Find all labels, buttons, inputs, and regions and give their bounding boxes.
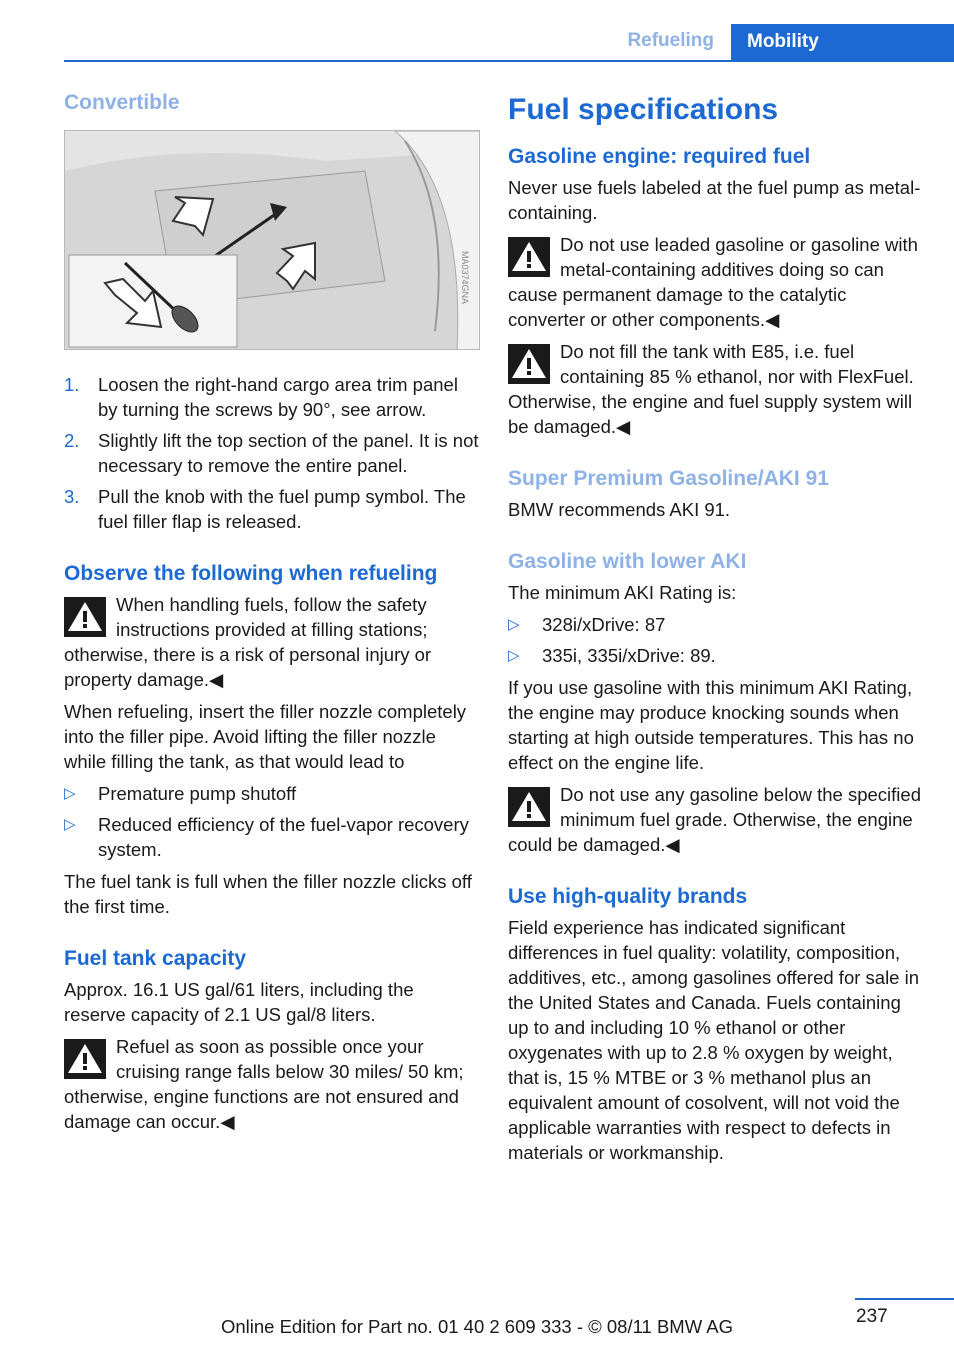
trim-panel-illustration [64,130,480,350]
capacity-paragraph: Approx. 16.1 US gal/61 liters, including the reserve capacity of 2.1 US gal/8 liters. [64,979,414,1025]
warning-text: Do not use leaded gasoline or gasoline with metal-containing additives doing so can cause permanent damage to the catalytic converter or other components.◀ [508,234,918,330]
warning-text: When handling fuels, follow the safety instructions provided at filling stations; otherwise, there is a risk of personal injury or property damage.◀ [64,594,432,690]
section-label: Refueling [627,30,714,51]
step-number: 3. [64,486,80,507]
list-item [64,428,480,478]
gasoline-heading: Gasoline engine: required fuel [508,145,811,168]
safety-warning [64,592,480,692]
figure-code: MA0374GNA [460,251,470,305]
step-text: Pull the knob with the fuel pump symbol. The fuel filler flap is released. [98,486,466,532]
brands-paragraph: Field experience has indicated significant differences in fuel quality: volatility, composition, additives, etc., among gasolines offered for sale in the United States and Canada. Fuels containing up to and including 10 % ethanol or other oxygenates with up to 2.8 % oxygen by weight, that is, 15 % MTBE or 3 % methanol plus an equivalent amount of cosolvent, will not void the applicable warranties with respect to defects in materials or workmanship. [508,917,920,1163]
list-item [64,484,480,534]
bullet-text: 335i, 335i/xDrive: 89. [542,645,716,666]
right-column [508,90,924,1172]
page-title: Fuel specifications [508,93,779,126]
bullet-triangle-icon: ▷ [64,816,76,833]
list-item [64,781,480,806]
chapter-tab: Mobility [731,24,954,61]
page-number: 237 [856,1306,888,1327]
warning-text: Refuel as soon as possible once your cruising range falls below 30 miles/ 50 km; otherwise, engine functions are not ensured and damage can occur.◀ [64,1036,464,1132]
bullet-triangle-icon: ▷ [508,616,520,633]
full-paragraph: The fuel tank is full when the filler nozzle clicks off the first time. [64,871,472,917]
list-item [508,612,924,637]
footer-edition: Online Edition for Part no. 01 40 2 609 333 - © 08/11 BMW AG [220,1316,734,1337]
knock-paragraph: If you use gasoline with this minimum AKI Rating, the engine may produce knocking sounds when starting at high outside temperatures. This has no effect on the engine life. [508,677,914,773]
bullet-text: Premature pump shutoff [98,783,297,804]
aki-ratings-list [508,612,924,668]
list-item [64,812,480,862]
bullet-text: 328i/xDrive: 87 [542,614,666,635]
warning-icon [508,787,550,827]
step-number: 2. [64,430,80,451]
bullet-text: Reduced efficiency of the fuel-vapor recovery system. [98,814,469,860]
warning-icon [508,237,550,277]
lower-aki-heading: Gasoline with lower AKI [508,550,747,573]
capacity-warning [64,1034,480,1134]
warning-icon [508,344,550,384]
warning-text: Do not fill the tank with E85, i.e. fuel containing 85 % ethanol, nor with FlexFuel. Otherwise, the engine and fuel supply system will be damaged.◀ [508,341,914,437]
brands-heading: Use high-quality brands [508,885,748,908]
left-column [64,90,480,1141]
premium-heading: Super Premium Gasoline/AKI 91 [508,467,829,490]
trim-panel-drawing [65,131,480,350]
list-item [64,372,480,422]
step-text: Slightly lift the top section of the panel. It is not necessary to remove the entire panel. [98,430,479,476]
premium-paragraph: BMW recommends AKI 91. [508,499,731,520]
lower-aki-paragraph: The minimum AKI Rating is: [508,582,737,603]
warning-text: Do not use any gasoline below the specified minimum fuel grade. Otherwise, the engine could be damaged.◀ [508,784,921,855]
e85-warning [508,339,924,439]
list-item [508,643,924,668]
warning-icon [64,597,106,637]
convertible-heading: Convertible [64,91,180,114]
refuel-paragraph: When refueling, insert the filler nozzle completely into the filler pipe. Avoid lifting the filler nozzle while filling the tank, as that would lead to [64,701,467,772]
step-number: 1. [64,374,80,395]
grade-warning [508,782,924,857]
gasoline-paragraph: Never use fuels labeled at the fuel pump as metal-containing. [508,177,921,223]
warning-icon [64,1039,106,1079]
bullet-triangle-icon: ▷ [64,785,76,802]
leaded-warning [508,232,924,332]
page-number-rule [855,1298,954,1300]
bullet-triangle-icon: ▷ [508,647,520,664]
refuel-consequences [64,781,480,862]
observe-heading: Observe the following when refueling [64,562,438,585]
release-steps [64,372,480,534]
step-text: Loosen the right-hand cargo area trim panel by turning the screws by 90°, see arrow. [98,374,458,420]
capacity-heading: Fuel tank capacity [64,947,247,970]
